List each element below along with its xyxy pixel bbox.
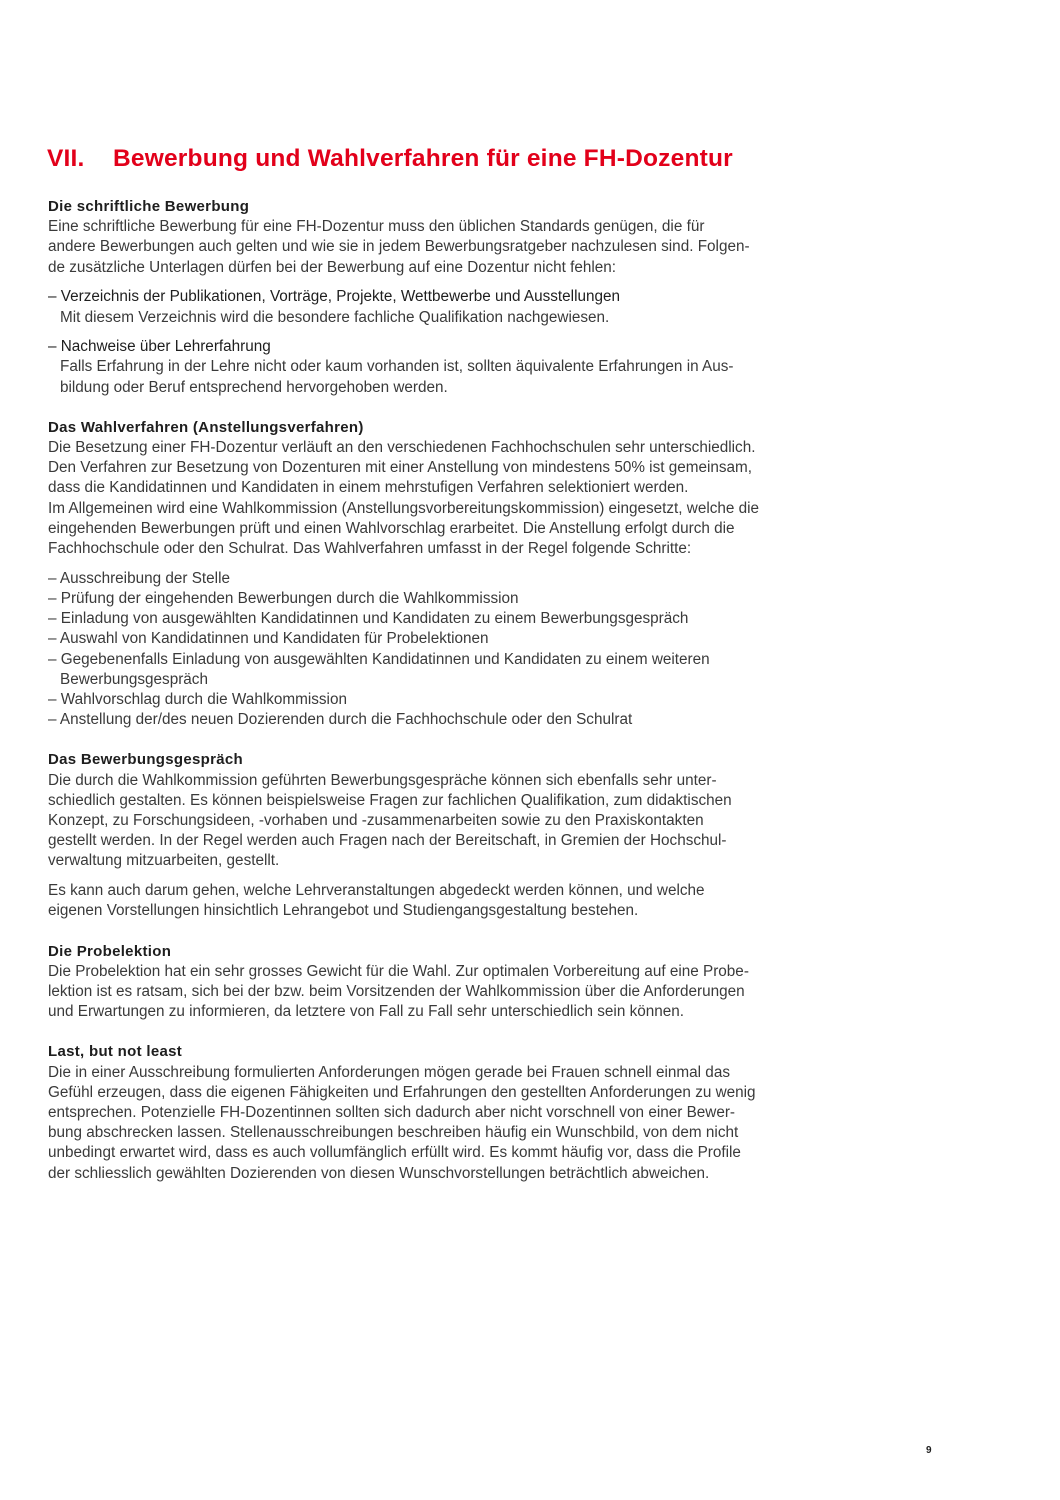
- text-line: eigenen Vorstellungen hinsichtlich Lehrangebot und Studiengangsgestaltung bestehen.: [48, 902, 639, 920]
- section: [48, 1042, 808, 1183]
- list-item-text: – Wahlvorschlag durch die Wahlkommission: [48, 690, 347, 708]
- list-item: [48, 337, 808, 398]
- chapter-number: VII.: [47, 145, 85, 172]
- section-heading: Die Probelektion: [48, 942, 172, 960]
- section-heading: Das Wahlverfahren (Anstellungsverfahren): [48, 418, 364, 436]
- bullet-list: [48, 569, 808, 731]
- list-item: [48, 609, 808, 629]
- paragraph: [48, 438, 808, 559]
- text-line: der schliesslich gewählten Dozierenden von diesen Wunschvorstellungen beträchtlich abweichen.: [48, 1164, 710, 1182]
- text-line: gestellt werden. In der Regel werden auch Fragen nach der Bereitschaft, in Gremien der Hochschul-: [48, 832, 727, 850]
- text-line: Gefühl erzeugen, dass die eigenen Fähigkeiten und Erfahrungen den gestellten Anforderungen zu wenig: [48, 1083, 756, 1101]
- list-item: [48, 569, 808, 589]
- list-item-text: – Ausschreibung der Stelle: [48, 569, 230, 587]
- paragraph: [48, 1063, 808, 1184]
- text-line: dass die Kandidatinnen und Kandidaten in einem mehrstufigen Verfahren selektioniert werden.: [48, 479, 689, 497]
- text-line: entsprechen. Potenzielle FH-Dozentinnen sollten sich dadurch aber nicht vorschnell von einer Bewer-: [48, 1103, 736, 1121]
- list-item: [48, 287, 808, 327]
- list-item-title: – Nachweise über Lehrerfahrung: [48, 338, 271, 356]
- list-item-text: – Auswahl von Kandidatinnen und Kandidaten für Probelektionen: [48, 630, 489, 648]
- list-item-text: – Prüfung der eingehenden Bewerbungen durch die Wahlkommission: [48, 589, 519, 607]
- list-item-text: – Einladung von ausgewählten Kandidatinnen und Kandidaten zu einem Bewerbungsgespräch: [48, 610, 689, 628]
- text-line: Die Besetzung einer FH-Dozentur verläuft an den verschiedenen Fachhochschulen sehr unterschiedlich.: [48, 439, 756, 457]
- list-item-description: Falls Erfahrung in der Lehre nicht oder kaum vorhanden ist, sollten äquivalente Erfahrungen in Aus-: [60, 358, 734, 376]
- text-line: Eine schriftliche Bewerbung für eine FH-Dozentur muss den üblichen Standards genügen, die für: [48, 218, 705, 236]
- list-item-text: – Gegebenenfalls Einladung von ausgewählten Kandidatinnen und Kandidaten zu einem weiteren: [48, 650, 710, 668]
- text-line: Konzept, zu Forschungsideen, -vorhaben und -zusammenarbeiten sowie zu den Praxiskontakten: [48, 811, 704, 829]
- list-item-description: bildung oder Beruf entsprechend hervorgehoben werden.: [60, 378, 448, 396]
- list-item: [48, 629, 808, 649]
- list-item-text: – Anstellung der/des neuen Dozierenden durch die Fachhochschule oder den Schulrat: [48, 711, 633, 729]
- list-item: [48, 589, 808, 609]
- section: [48, 418, 808, 731]
- list-item-title: – Verzeichnis der Publikationen, Vorträge, Projekte, Wettbewerbe und Ausstellungen: [48, 288, 621, 306]
- text-line: Den Verfahren zur Besetzung von Dozenturen mit einer Anstellung von mindestens 50% ist gemeinsam,: [48, 459, 753, 477]
- list-item-description: Mit diesem Verzeichnis wird die besondere fachliche Qualifikation nachgewiesen.: [60, 308, 610, 326]
- text-line: Es kann auch darum gehen, welche Lehrveranstaltungen abgedeckt werden können, und welche: [48, 882, 705, 900]
- text-line: de zusätzliche Unterlagen dürfen bei der Bewerbung auf eine Dozentur nicht fehlen:: [48, 258, 617, 276]
- text-line: bung abschrecken lassen. Stellenausschreibungen beschreiben häufig ein Wunschbild, von dem nicht: [48, 1124, 739, 1142]
- section: [48, 197, 808, 398]
- section-heading: Last, but not least: [48, 1043, 183, 1061]
- text-line: verwaltung mitzuarbeiten, gestellt.: [48, 852, 280, 870]
- list-item: [48, 650, 808, 690]
- paragraph: [48, 217, 808, 278]
- chapter-title: Bewerbung und Wahlverfahren für eine FH-Dozentur: [113, 145, 733, 172]
- paragraph: [48, 881, 808, 921]
- text-line: andere Bewerbungen auch gelten und wie sie in jedem Bewerbungsratgeber nachzulesen sind. Folgen-: [48, 238, 750, 256]
- section-heading: Das Bewerbungsgespräch: [48, 751, 243, 769]
- text-line: und Erwartungen zu informieren, da letztere von Fall zu Fall sehr unterschiedlich sein können.: [48, 1003, 685, 1021]
- text-line: eingehenden Bewerbungen prüft und einen Wahlvorschlag erarbeitet. Die Anstellung erfolgt durch die: [48, 519, 735, 537]
- list-item: [48, 710, 808, 730]
- paragraph: [48, 962, 808, 1023]
- text-line: Fachhochschule oder den Schulrat. Das Wahlverfahren umfasst in der Regel folgende Schritte:: [48, 540, 692, 558]
- text-line: lektion ist es ratsam, sich bei der bzw. beim Vorsitzenden der Wahlkommission über die Anforderungen: [48, 982, 745, 1000]
- document-body: [48, 197, 808, 1204]
- list-item-text: Bewerbungsgespräch: [60, 670, 208, 688]
- text-line: Die in einer Ausschreibung formulierten Anforderungen mögen gerade bei Frauen schnell einmal das: [48, 1063, 730, 1081]
- text-line: Im Allgemeinen wird eine Wahlkommission (Anstellungsvorbereitungskommission) eingesetzt, welche die: [48, 499, 760, 517]
- section-heading: Die schriftliche Bewerbung: [48, 198, 250, 215]
- text-line: unbedingt erwartet wird, dass es auch vollumfänglich erfüllt wird. Es kommt häufig vor, dass die Profile: [48, 1144, 741, 1162]
- page-title: [47, 145, 733, 173]
- section: [48, 750, 808, 921]
- text-line: Die Probelektion hat ein sehr grosses Gewicht für die Wahl. Zur optimalen Vorbereitung auf eine Probe-: [48, 962, 749, 980]
- text-line: schiedlich gestalten. Es können beispielsweise Fragen zur fachlichen Qualifikation, zum didaktischen: [48, 791, 732, 809]
- section: [48, 942, 808, 1023]
- text-line: Die durch die Wahlkommission geführten Bewerbungsgespräche können sich ebenfalls sehr unter-: [48, 771, 717, 789]
- page-number: 9: [926, 1445, 932, 1456]
- paragraph: [48, 771, 808, 872]
- list-item: [48, 690, 808, 710]
